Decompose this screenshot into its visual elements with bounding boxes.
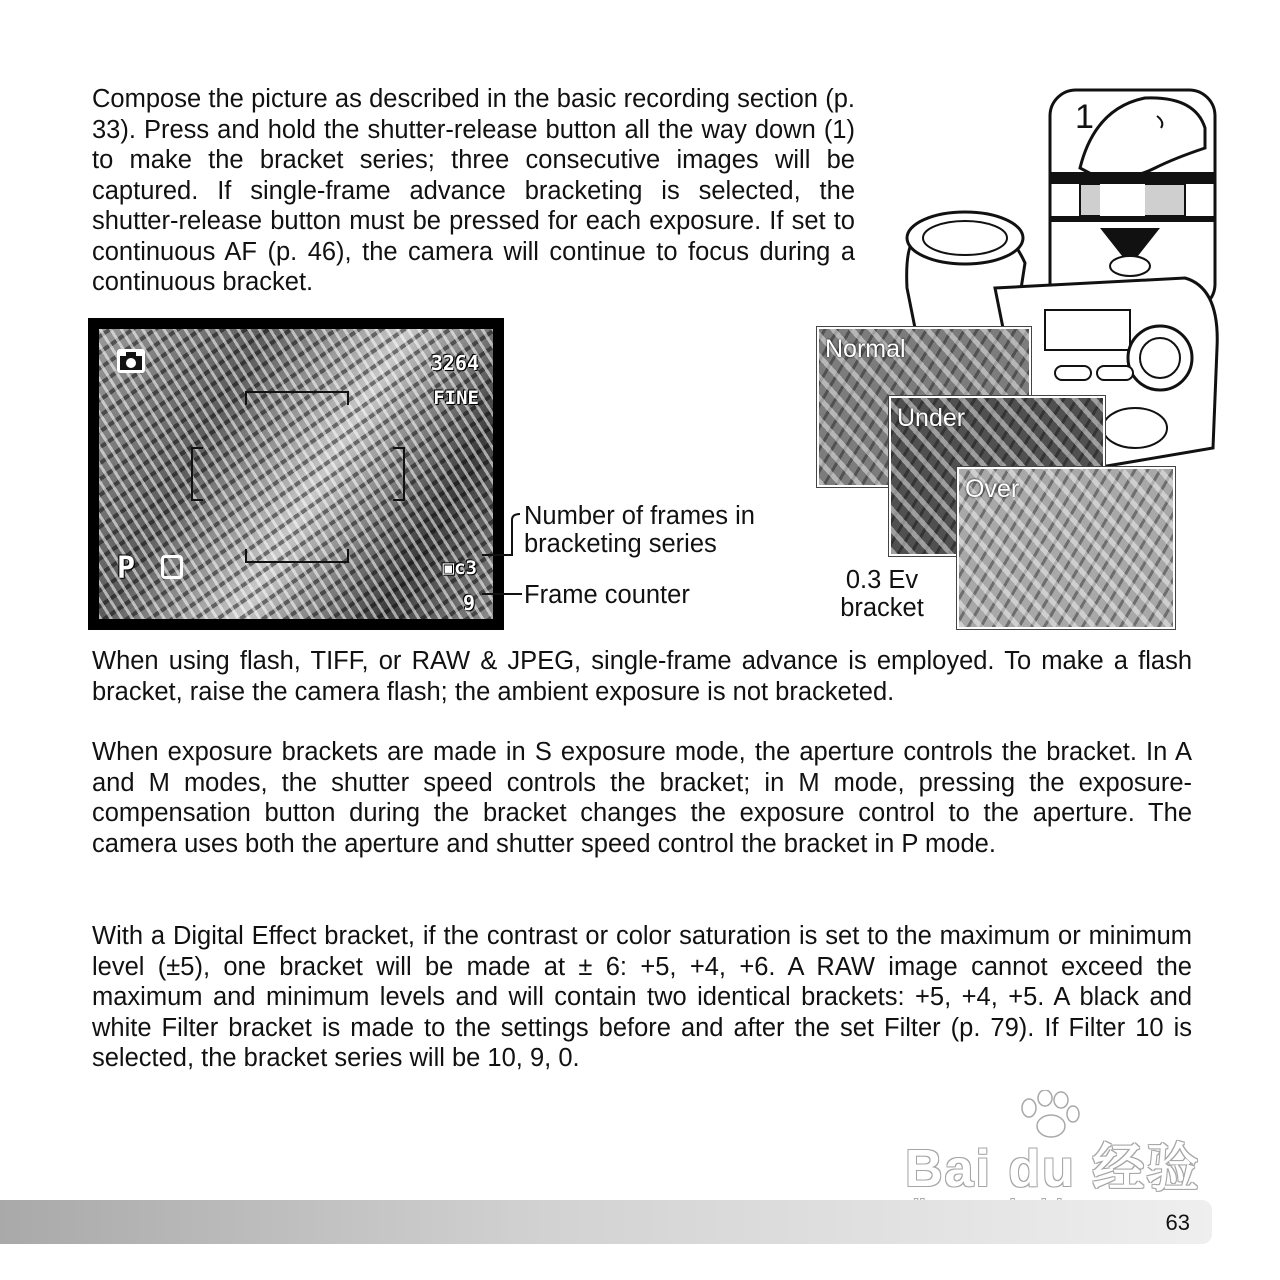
step-number: 1 [1075, 98, 1094, 136]
focus-frame-left [191, 447, 203, 501]
callout-lines [478, 500, 528, 610]
flash-paragraph: When using flash, TIFF, or RAW & JPEG, single-frame advance is employed. To make a flash bracket, raise the camera flash; the ambient exposure is not bracketed. [92, 647, 1192, 706]
image-quality-indicator: FINE [433, 387, 479, 409]
metering-mode-icon [161, 555, 183, 579]
counter-callout-label: Frame counter [524, 581, 690, 609]
frames-label-line1: Number of frames in [524, 502, 755, 530]
footer-bar [0, 1200, 1212, 1244]
focus-frame-bottom [245, 549, 349, 563]
thumbnail-over-label: Over [965, 475, 1020, 503]
focus-frame-top [245, 391, 349, 405]
ev-label-line1: 0.3 Ev [845, 566, 919, 594]
ev-bracket-label [818, 566, 946, 622]
lcd-monitor-illustration [88, 318, 504, 630]
bracket-frames-value: c3 [454, 557, 477, 579]
modes-paragraph: When exposure brackets are made in S exposure mode, the aperture controls the bracket. In A and M modes, the shutter speed controls the bracket; in M mode, pressing the exposure-compensation button during the bracket changes the exposure control to the aperture. The camera uses both the aperture and shutter speed control the bracket in P mode. [92, 738, 1192, 858]
lcd-screen [99, 329, 493, 619]
camera-mode-icon [117, 349, 145, 373]
thumbnail-normal-label: Normal [825, 335, 906, 363]
intro-paragraph: Compose the picture as described in the basic recording section (p. 33). Press and hold the shutter-release button all the way down (1) to make the bracket series; three consecutive images will be captured. If single-frame advance bracketing is selected, the shutter-release button must be pressed for each exposure. If set to continuous AF (p. 46), the camera will continue to focus during a continuous bracket. [92, 85, 855, 296]
focus-frame-right [393, 447, 405, 501]
thumbnail-under-label: Under [897, 404, 966, 432]
bracket-icon: ▣ [442, 557, 455, 579]
frames-label-line2: bracketing series [524, 530, 717, 558]
frames-callout-label [524, 502, 755, 558]
digital-effect-paragraph: With a Digital Effect bracket, if the contrast or color saturation is set to the maximum or minimum level (±5), one bracket will be made at ± 6: +5, +4, +6. A RAW image cannot exceed the maximum and minimum levels and will contain two identical brackets: +5, +4, +5. A black and white Filter bracket is made to the settings before and after the set Filter (p. 79). If Filter 10 is selected, the bracket series will be 10, 9, 0. [92, 922, 1192, 1072]
ev-label-line2: bracket [840, 594, 924, 622]
thumbnail-over [957, 467, 1175, 629]
frame-counter-indicator: 9 [462, 591, 475, 615]
image-size-indicator: 3264 [430, 351, 479, 375]
page-number: 63 [1165, 1210, 1190, 1235]
bracket-frames-indicator [443, 557, 477, 579]
exposure-mode-indicator: P [117, 551, 136, 586]
watermark-brand: Bai du 经验 [905, 1140, 1201, 1198]
